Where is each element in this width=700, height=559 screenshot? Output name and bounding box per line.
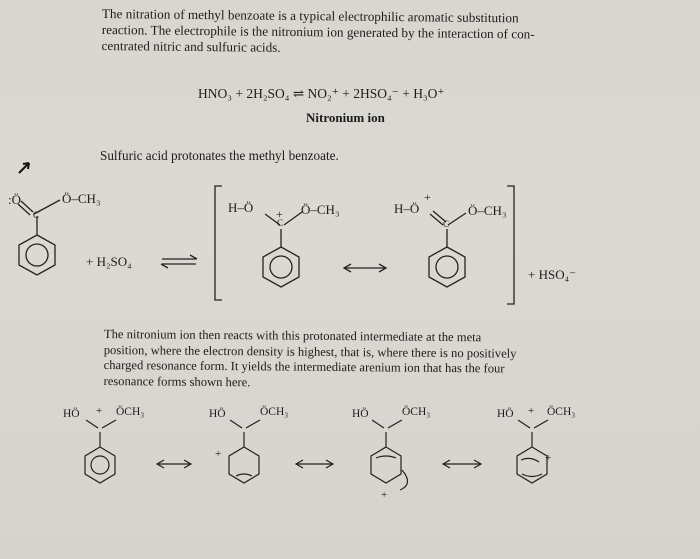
f2-och3: ÖCH₃ [260,406,289,418]
f4-plus-ring: + [545,452,552,464]
reagent-h2so4: + H₂SO₄ [86,254,132,269]
reactant-carbonyl-o: :Ö [8,192,21,207]
meta-line-4: resonance forms shown here. [103,373,251,389]
byproduct-hso4: + HSO₄⁻ [528,267,576,282]
int2-c: C [443,219,450,229]
reactant-ome: Ö–CH₃ [62,191,101,206]
reactant-c: C [33,210,40,220]
f4-och3: ÖCH₃ [547,406,576,418]
meta-line-2: position, where the electron density is highest, that is, where there is no positively [103,342,517,361]
f4-plus-top: + [528,405,535,417]
f1-ho: HÖ [63,408,80,420]
int1-oh: H–Ö [228,200,254,215]
protonation-text: Sulfuric acid protonates the methyl benzoate. [100,148,339,163]
nitronium-equation: HNO₃ + 2H₂SO₄ ⇌ NO₂⁺ + 2HSO₄⁻ + H₃O⁺ [198,86,445,101]
nitronium-label: Nitronium ion [306,110,385,125]
f3-och3: ÖCH₃ [402,406,431,418]
int1-ome: Ö–CH₃ [301,202,340,217]
f1-och3: ÖCH₃ [116,406,145,418]
f2-plus: + [215,448,222,460]
f3-ho: HÖ [352,408,369,420]
int2-plus: + [424,190,431,204]
intro-line-1: The nitration of methyl benzoate is a typical electrophilic aromatic substitution [101,6,519,26]
meta-line-1: The nitronium ion then reacts with this protonated intermediate at the meta [103,327,482,345]
int2-ome: Ö–CH₃ [468,203,507,218]
meta-paragraph [103,327,586,393]
intro-line-2: reaction. The electrophile is the nitronium ion generated by the interaction of con- [101,21,535,42]
f3-plus: + [381,489,388,501]
cursor-arrow-icon [17,161,31,175]
intro-paragraph [101,6,601,59]
meta-line-3: charged resonance form. It yields the intermediate arenium ion that has the four [103,357,505,376]
intro-line-3: centrated nitric and sulfuric acids. [101,37,281,55]
f1-plus: + [96,405,103,417]
f2-ho: HÖ [209,408,226,420]
f4-ho: HÖ [497,408,514,420]
int1-plus: + [276,207,283,221]
int1-c: C [277,218,284,228]
int2-oh: H–Ö [394,201,420,216]
